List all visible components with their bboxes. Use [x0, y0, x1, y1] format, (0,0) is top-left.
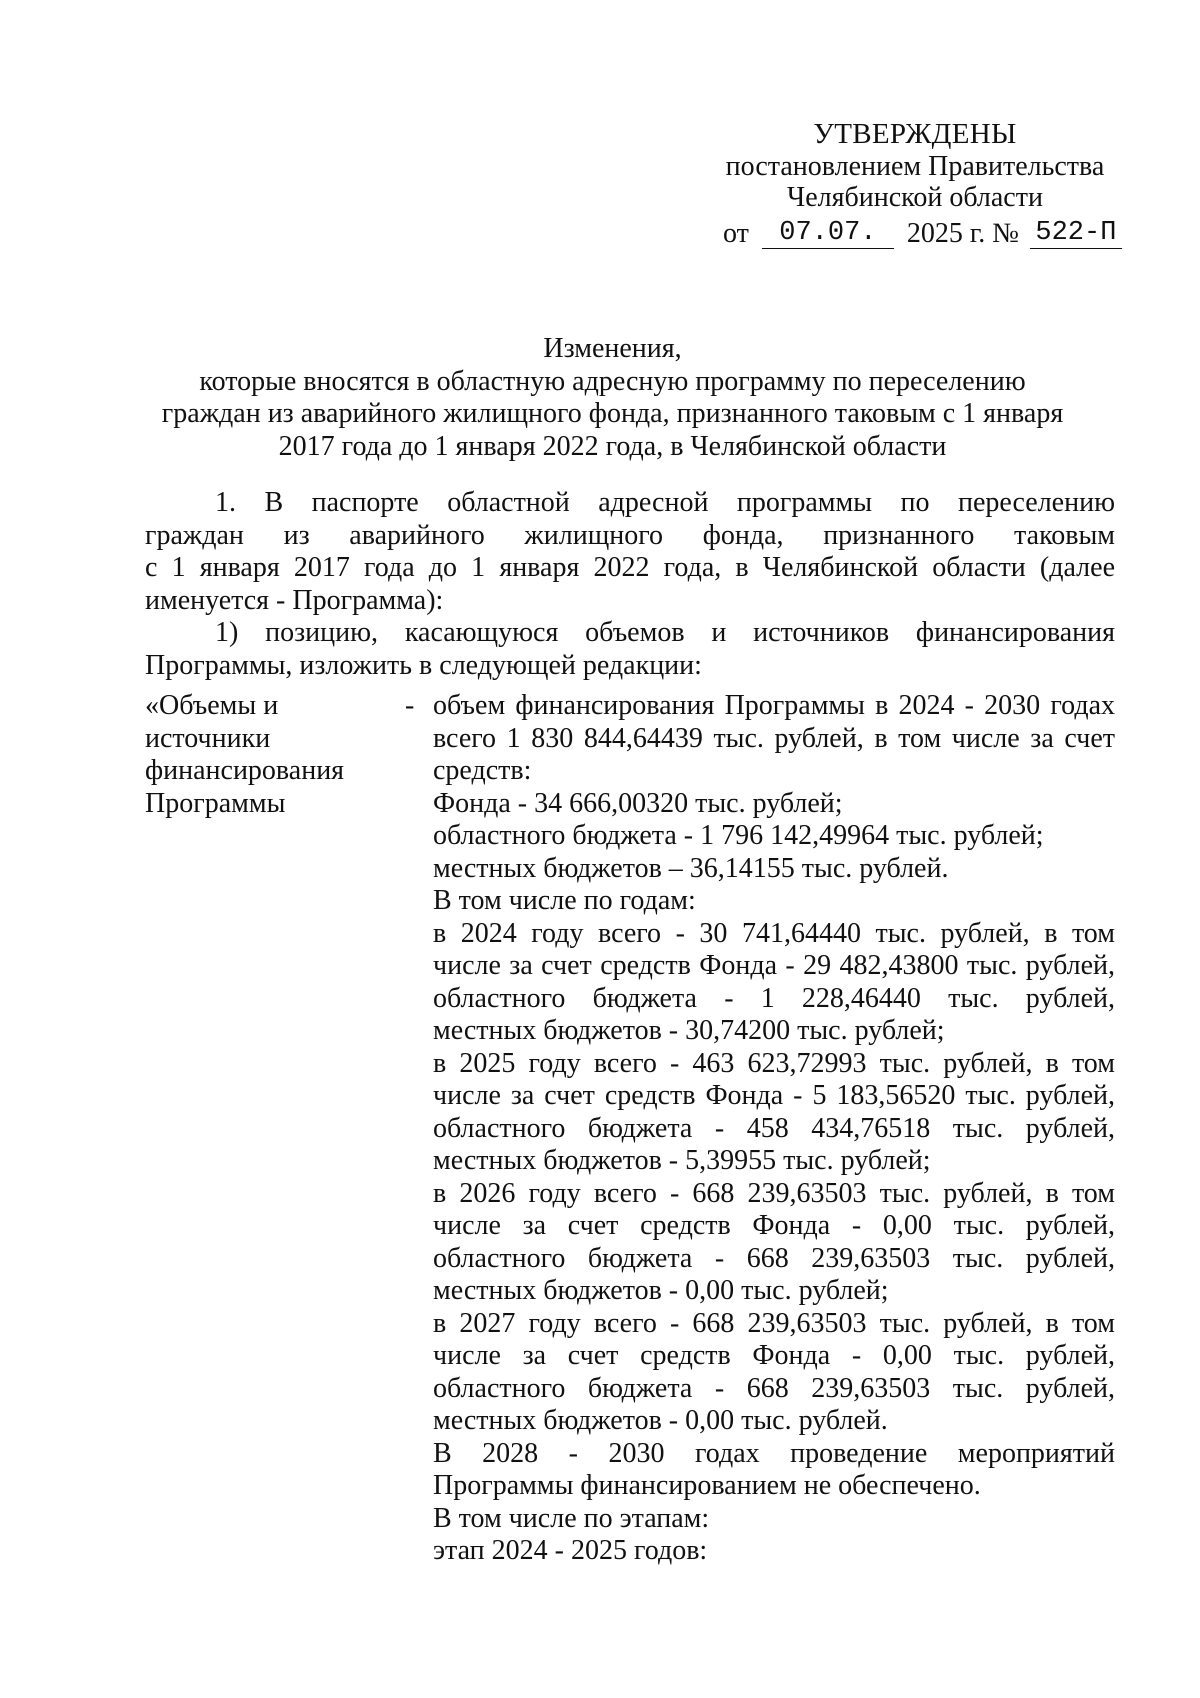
table-right-line: этап 2024 - 2025 годов:: [433, 1535, 708, 1566]
table-right-line: областного бюджета - 1 796 142,49964 тыс. рублей;: [433, 820, 1044, 851]
table-right-line: местных бюджетов - 30,74200 тыс. рублей;: [433, 1015, 945, 1046]
approval-date-line: [723, 216, 1122, 252]
table-left-line: Программы: [145, 787, 286, 819]
table-right-line: объем финансирования Программы в 2024 - 2030 годах: [433, 690, 1115, 721]
paragraph-line: именуется - Программа):: [145, 584, 444, 616]
table-right-line: В 2028 - 2030 годах проведение мероприятий: [433, 1437, 1115, 1469]
paragraph-line: граждан из аварийного жилищного фонда, признанного таковым: [145, 519, 1115, 551]
approval-block: [700, 117, 1130, 213]
approval-line-1: постановлением Правительства: [725, 151, 1105, 182]
table-dash: -: [405, 690, 415, 721]
heading-line: которые вносятся в областную адресную программу по переселению: [199, 365, 1026, 397]
date-year-text: 2025 г. №: [906, 217, 1019, 249]
heading-line: граждан из аварийного жилищного фонда, признанного таковым с 1 января: [161, 398, 1064, 429]
table-right-line: местных бюджетов – 36,14155 тыс. рублей.: [433, 852, 949, 884]
date-from-word: от: [723, 217, 749, 249]
document-number-field: 522-П: [1030, 218, 1122, 249]
table-right-line: областного бюджета - 458 434,76518 тыс. рублей,: [433, 1112, 1115, 1144]
table-right-line: В том числе по годам:: [433, 885, 696, 916]
date-field: 07.07.: [762, 218, 894, 249]
table-right-line: местных бюджетов - 0,00 тыс. рублей;: [433, 1275, 889, 1306]
table-right-line: в 2024 году всего - 30 741,64440 тыс. рублей, в том: [433, 917, 1115, 949]
table-right-line: числе за счет средств Фонда - 29 482,43800 тыс. рублей,: [433, 950, 1115, 981]
table-left-line: финансирования: [145, 755, 345, 786]
table-right-line: в 2026 году всего - 668 239,63503 тыс. рублей, в том: [433, 1177, 1115, 1209]
table-right-line: в 2025 году всего - 463 623,72993 тыс. рублей, в том: [433, 1047, 1115, 1079]
paragraph-line: с 1 января 2017 года до 1 января 2022 года, в Челябинской области (далее: [145, 552, 1115, 583]
paragraph-1: [145, 487, 1115, 617]
table-right-line: в 2027 году всего - 668 239,63503 тыс. рублей, в том: [433, 1307, 1115, 1339]
table-left-line: источники: [145, 722, 271, 754]
table-left-column: [145, 690, 375, 820]
approval-line-2: Челябинской области: [787, 182, 1043, 213]
table-right-line: Программы финансированием не обеспечено.: [433, 1470, 981, 1501]
paragraph-2: [145, 617, 1115, 682]
approval-title: УТВЕРЖДЕНЫ: [813, 118, 1017, 150]
table-left-line: «Объемы и: [145, 690, 279, 721]
table-right-line: областного бюджета - 668 239,63503 тыс. рублей,: [433, 1242, 1115, 1274]
paragraph-line: Программы, изложить в следующей редакции:: [145, 649, 702, 681]
table-right-line: числе за счет средств Фонда - 5 183,56520 тыс. рублей,: [433, 1080, 1115, 1111]
table-right-line: Фонда - 34 666,00320 тыс. рублей;: [433, 787, 843, 819]
paragraph-line: 1. В паспорте областной адресной программы по переселению: [215, 487, 1115, 518]
heading-line: Изменения,: [543, 333, 682, 364]
table-right-line: В том числе по этапам:: [433, 1502, 710, 1534]
table-right-line: областного бюджета - 1 228,46440 тыс. рублей,: [433, 982, 1115, 1014]
paragraph-line: 1) позицию, касающуюся объемов и источников финансирования: [215, 617, 1115, 648]
table-right-column: [433, 690, 1115, 1568]
table-right-line: средств:: [433, 755, 532, 786]
heading-line: 2017 года до 1 января 2022 года, в Челябинской области: [278, 430, 947, 462]
table-right-line: местных бюджетов - 0,00 тыс. рублей.: [433, 1405, 888, 1436]
document-heading: [120, 333, 1105, 463]
table-right-line: числе за счет средств Фонда - 0,00 тыс. рублей,: [433, 1340, 1115, 1371]
table-right-line: областного бюджета - 668 239,63503 тыс. рублей,: [433, 1372, 1115, 1404]
table-right-line: числе за счет средств Фонда - 0,00 тыс. рублей,: [433, 1210, 1115, 1241]
table-right-line: местных бюджетов - 5,39955 тыс. рублей;: [433, 1145, 931, 1176]
table-right-line: всего 1 830 844,64439 тыс. рублей, в том числе за счет: [433, 722, 1115, 754]
